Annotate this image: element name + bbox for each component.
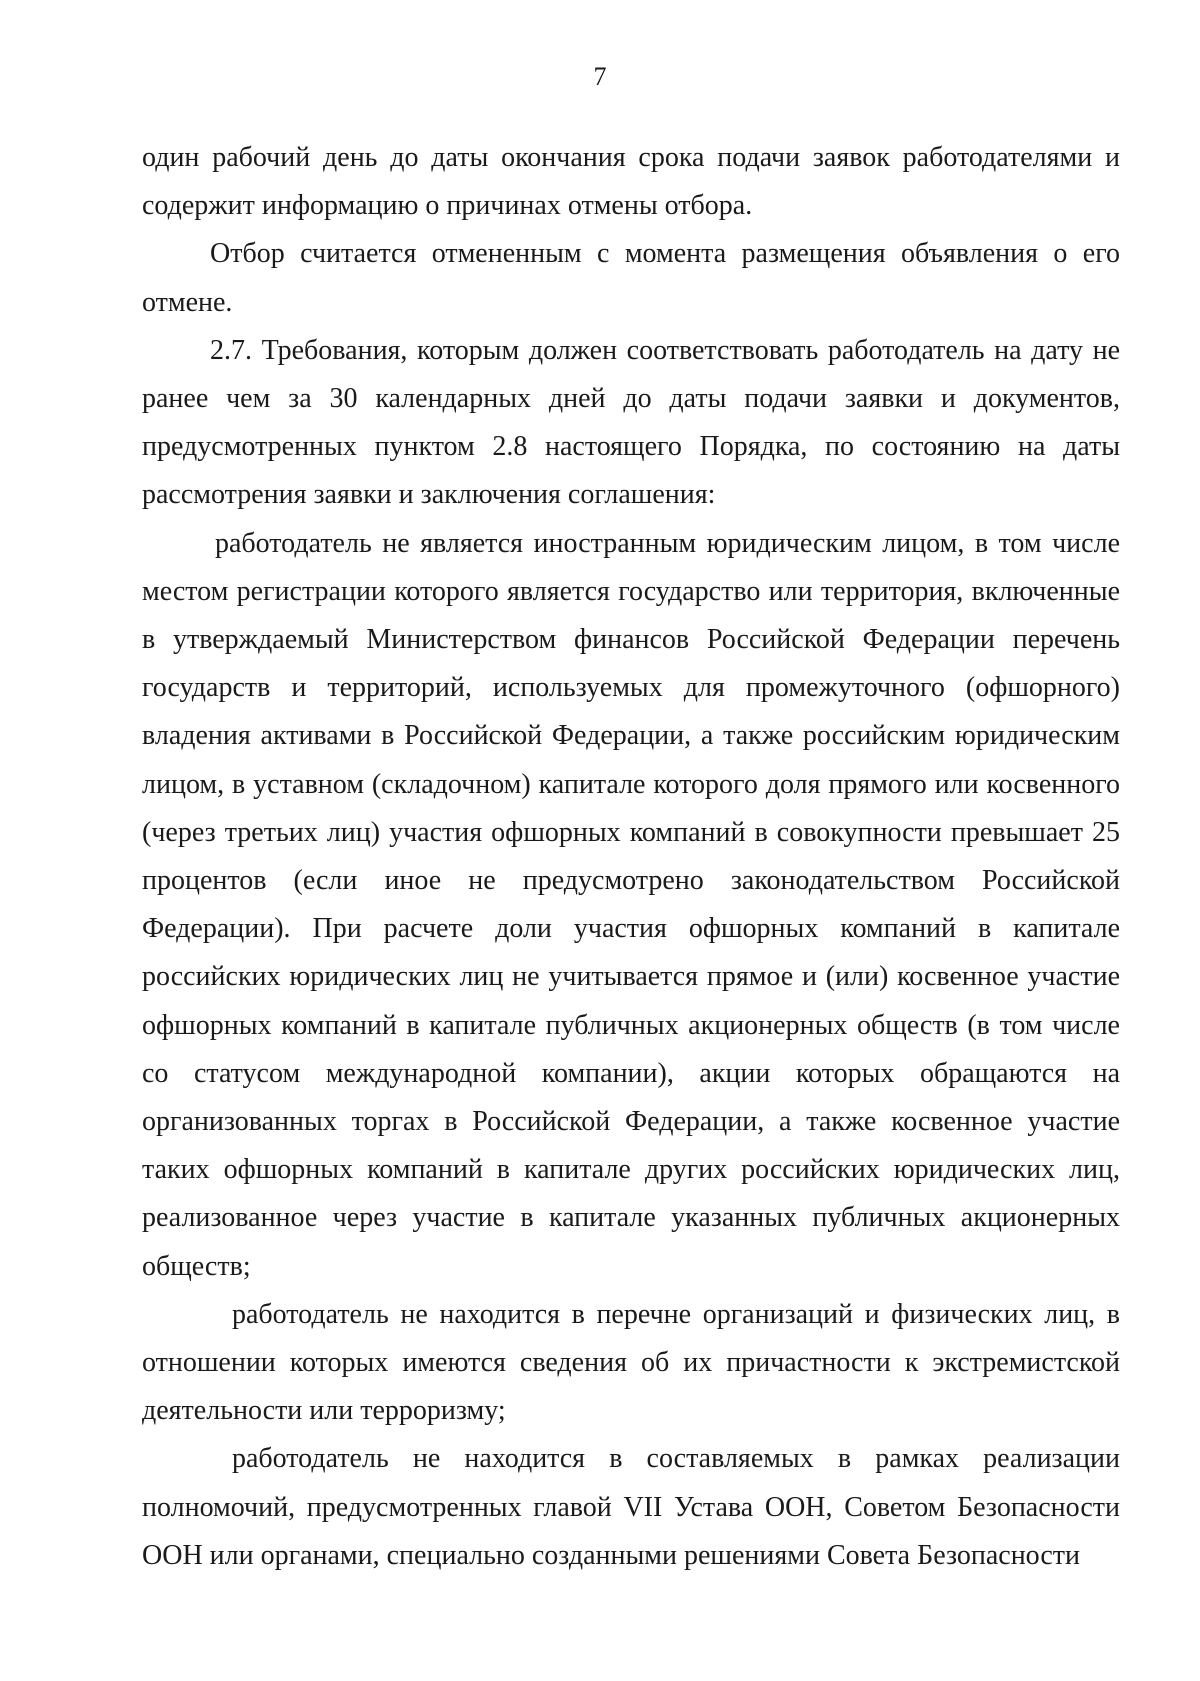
paragraph-extremism-requirement: работодатель не находится в перечне организаций и физических лиц, в отношении которых имеются сведения об их причастности к экстремистской деятельности или терроризму; bbox=[142, 1298, 1120, 1427]
paragraph-continuation: один рабочий день до даты окончания срока подачи заявок работодателями и содержит информацию о причинах отмены отбора. bbox=[142, 142, 1120, 222]
paragraph-clause-2-7: 2.7. Требования, которым должен соответствовать работодатель на дату не ранее чем за 30 календарных дней до даты подачи заявки и документов, предусмотренных пунктом 2.8 настоящего Порядка, по состоянию на даты рассмотрения заявки и заключения соглашения: bbox=[142, 334, 1120, 511]
document-body bbox=[142, 134, 1120, 1580]
paragraph-selection-cancelled: Отбор считается отмененным с момента размещения объявления о его отмене. bbox=[142, 238, 1120, 318]
paragraph-offshore-requirement: работодатель не является иностранным юридическим лицом, в том числе местом регистрации которого является государство или территория, включенные в утверждаемый Министерством финансов Российской Федерации перечень государств и территорий, используемых для промежуточного (офшорного) владения активами в Российской Федерации, а также российским юридическим лицом, в уставном (складочном) капитале которого доля прямого или косвенного (через третьих лиц) участия офшорных компаний в совокупности превышает 25 процентов (если иное не предусмотрено законодательством Российской Федерации). При расчете доли участия офшорных компаний в капитале российских юридических лиц не учитывается прямое и (или) косвенное участие офшорных компаний в капитале публичных акционерных обществ (в том числе со статусом международной компании), акции которых обращаются на организованных торгах в Российской Федерации, а также косвенное участие таких офшорных компаний в капитале других российских юридических лиц, реализованное через участие в капитале указанных публичных акционерных обществ; bbox=[142, 527, 1120, 1282]
page-number: 7 bbox=[593, 62, 607, 91]
paragraph-un-sanctions-requirement: работодатель не находится в составляемых в рамках реализации полномочий, предусмотренных главой VII Устава ООН, Советом Безопасности ООН или органами, специально созданными решениями Совета Безопасности bbox=[142, 1443, 1120, 1571]
